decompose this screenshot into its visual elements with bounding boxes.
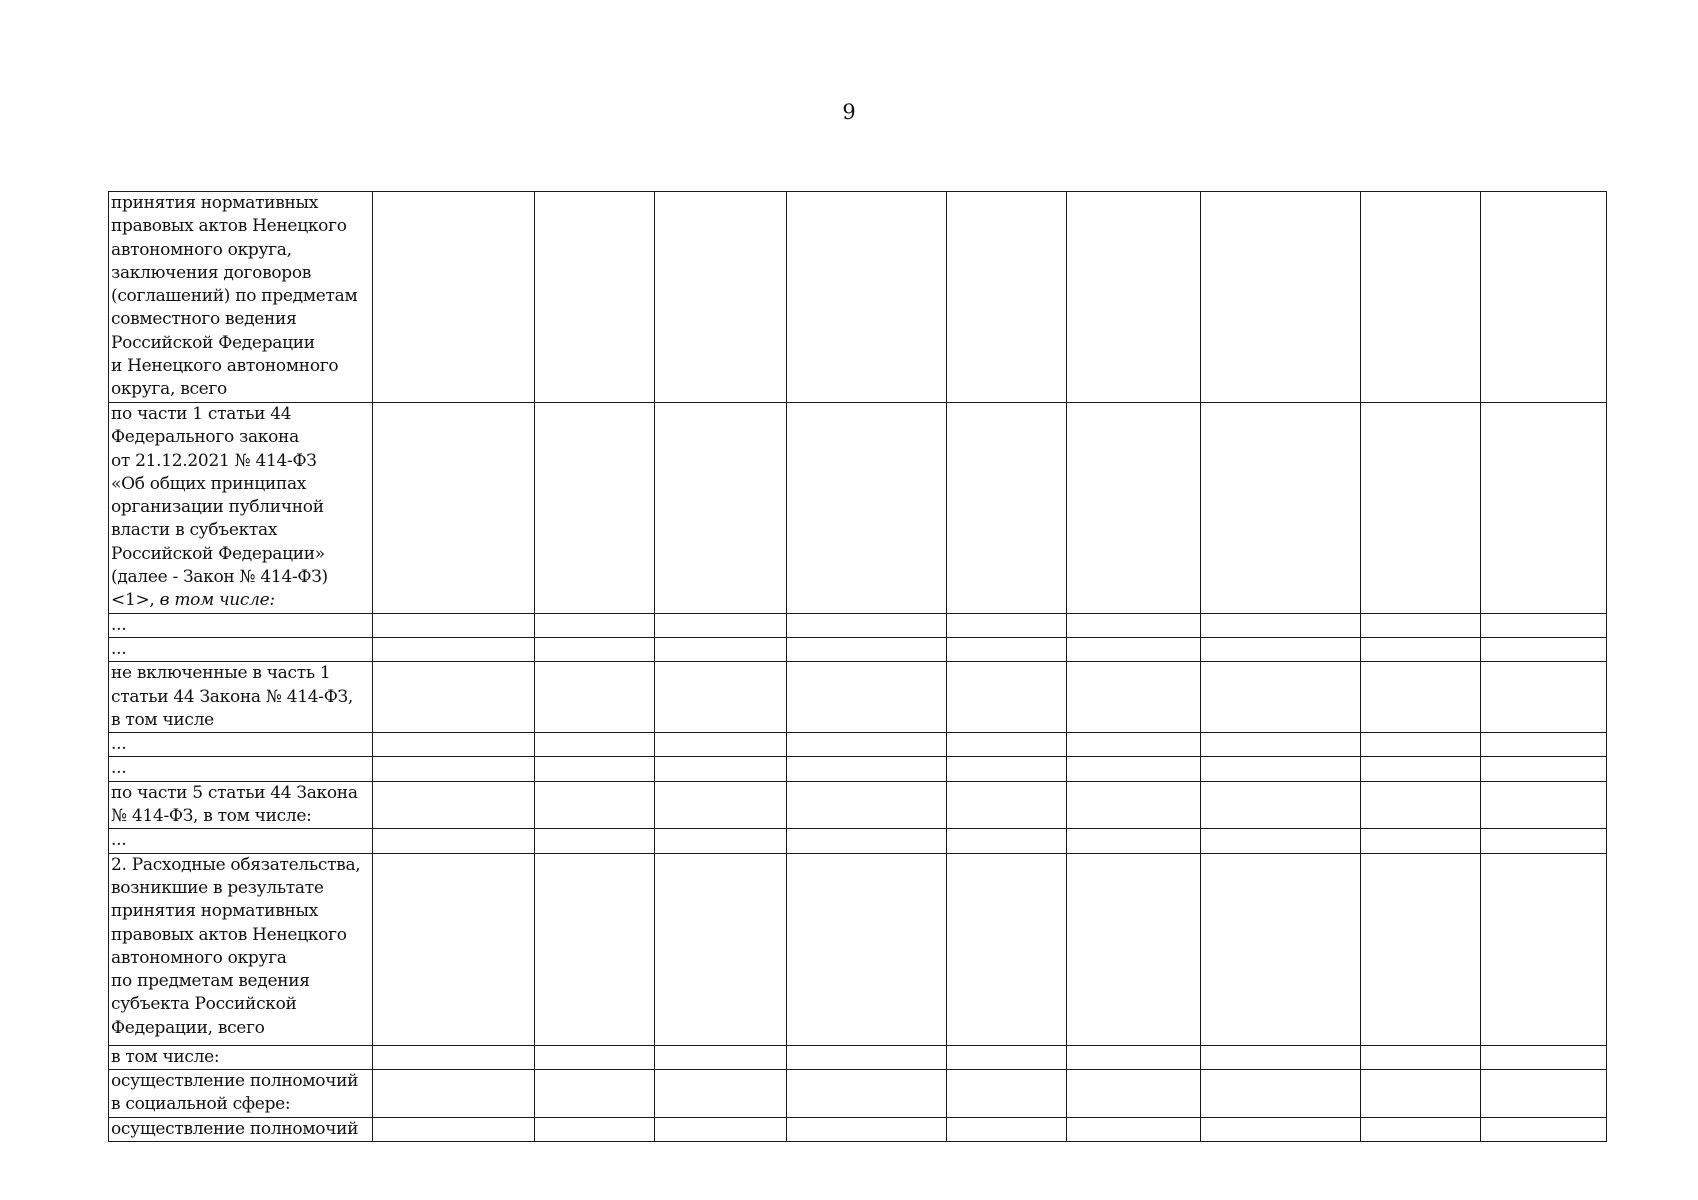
empty-cell bbox=[787, 781, 947, 829]
empty-cell bbox=[1361, 403, 1481, 614]
empty-cell bbox=[373, 757, 535, 781]
empty-cell bbox=[1067, 403, 1201, 614]
empty-cell bbox=[1361, 1069, 1481, 1117]
row-label: ... bbox=[111, 758, 127, 779]
empty-cell bbox=[1361, 853, 1481, 1045]
empty-cell bbox=[1067, 1117, 1201, 1141]
table-row bbox=[109, 637, 1607, 661]
empty-cell bbox=[1481, 757, 1607, 781]
empty-cell bbox=[535, 1045, 655, 1069]
empty-cell bbox=[787, 853, 947, 1045]
empty-cell bbox=[655, 1117, 787, 1141]
empty-cell bbox=[1201, 662, 1361, 733]
empty-cell bbox=[535, 733, 655, 757]
empty-cell bbox=[535, 637, 655, 661]
empty-cell bbox=[655, 613, 787, 637]
empty-cell bbox=[947, 1069, 1067, 1117]
empty-cell bbox=[1201, 1045, 1361, 1069]
row-label-cell bbox=[109, 1117, 373, 1141]
table-row bbox=[109, 1069, 1607, 1117]
empty-cell bbox=[1361, 192, 1481, 403]
empty-cell bbox=[1481, 781, 1607, 829]
empty-cell bbox=[655, 853, 787, 1045]
empty-cell bbox=[373, 403, 535, 614]
empty-cell bbox=[1481, 662, 1607, 733]
row-label: не включенные в часть 1 статьи 44 Закона № 414-ФЗ, в том числе bbox=[111, 663, 353, 730]
row-label: ... bbox=[111, 638, 127, 659]
empty-cell bbox=[947, 781, 1067, 829]
table-row bbox=[109, 1045, 1607, 1069]
empty-cell bbox=[655, 757, 787, 781]
row-label-cell bbox=[109, 757, 373, 781]
empty-cell bbox=[1481, 853, 1607, 1045]
empty-cell bbox=[947, 853, 1067, 1045]
row-label: по части 1 статьи 44 Федерального закона от 21.12.2021 № 414-ФЗ «Об общих принципах организации публичной власти в субъектах Российской Федерации» (далее - Закон № 414-ФЗ) <1>, bbox=[111, 404, 328, 611]
empty-cell bbox=[1067, 1069, 1201, 1117]
empty-cell bbox=[1481, 192, 1607, 403]
row-label-cell bbox=[109, 1069, 373, 1117]
empty-cell bbox=[1481, 1117, 1607, 1141]
empty-cell bbox=[1481, 403, 1607, 614]
empty-cell bbox=[535, 829, 655, 853]
empty-cell bbox=[787, 757, 947, 781]
table-row bbox=[109, 733, 1607, 757]
empty-cell bbox=[1067, 1045, 1201, 1069]
empty-cell bbox=[1361, 662, 1481, 733]
row-label-cell bbox=[109, 637, 373, 661]
empty-cell bbox=[535, 192, 655, 403]
empty-cell bbox=[1067, 853, 1201, 1045]
empty-cell bbox=[535, 613, 655, 637]
empty-cell bbox=[1201, 853, 1361, 1045]
empty-cell bbox=[787, 613, 947, 637]
empty-cell bbox=[1361, 733, 1481, 757]
empty-cell bbox=[655, 829, 787, 853]
table-row bbox=[109, 853, 1607, 1045]
empty-cell bbox=[373, 853, 535, 1045]
empty-cell bbox=[1201, 613, 1361, 637]
empty-cell bbox=[373, 192, 535, 403]
empty-cell bbox=[1201, 733, 1361, 757]
empty-cell bbox=[655, 1045, 787, 1069]
empty-cell bbox=[373, 613, 535, 637]
empty-cell bbox=[655, 662, 787, 733]
row-label-cell bbox=[109, 192, 373, 403]
empty-cell bbox=[1481, 733, 1607, 757]
empty-cell bbox=[1481, 1045, 1607, 1069]
empty-cell bbox=[655, 192, 787, 403]
empty-cell bbox=[1067, 781, 1201, 829]
empty-cell bbox=[373, 733, 535, 757]
empty-cell bbox=[655, 781, 787, 829]
page-number: 9 bbox=[842, 100, 856, 124]
row-label-cell bbox=[109, 829, 373, 853]
empty-cell bbox=[1361, 1117, 1481, 1141]
row-label-cell bbox=[109, 613, 373, 637]
empty-cell bbox=[1201, 403, 1361, 614]
empty-cell bbox=[1067, 662, 1201, 733]
row-label: 2. Расходные обязательства, возникшие в результате принятия нормативных правовых актов Ненецкого автономного округа по предметам ведения субъекта Российской Федерации, всего bbox=[111, 854, 361, 1038]
empty-cell bbox=[1201, 192, 1361, 403]
empty-cell bbox=[947, 829, 1067, 853]
table-row bbox=[109, 613, 1607, 637]
empty-cell bbox=[947, 757, 1067, 781]
empty-cell bbox=[947, 403, 1067, 614]
table-row bbox=[109, 757, 1607, 781]
empty-cell bbox=[655, 637, 787, 661]
empty-cell bbox=[947, 1117, 1067, 1141]
row-label-cell bbox=[109, 403, 373, 614]
row-label-cell bbox=[109, 853, 373, 1045]
empty-cell bbox=[373, 781, 535, 829]
empty-cell bbox=[1201, 781, 1361, 829]
empty-cell bbox=[947, 192, 1067, 403]
row-label: осуществление полномочий в социальной сфере: bbox=[111, 1070, 359, 1115]
table-row bbox=[109, 403, 1607, 614]
table-row bbox=[109, 781, 1607, 829]
empty-cell bbox=[373, 662, 535, 733]
empty-cell bbox=[1201, 637, 1361, 661]
empty-cell bbox=[535, 662, 655, 733]
empty-cell bbox=[535, 1117, 655, 1141]
empty-cell bbox=[535, 1069, 655, 1117]
empty-cell bbox=[947, 1045, 1067, 1069]
row-label: принятия нормативных правовых актов Ненецкого автономного округа, заключения договоров (соглашений) по предметам совместного ведения Российской Федерации и Ненецкого автономного округа, всего bbox=[111, 193, 358, 400]
empty-cell bbox=[1481, 1069, 1607, 1117]
empty-cell bbox=[787, 1117, 947, 1141]
empty-cell bbox=[1067, 733, 1201, 757]
empty-cell bbox=[787, 637, 947, 661]
empty-cell bbox=[655, 733, 787, 757]
empty-cell bbox=[1361, 829, 1481, 853]
empty-cell bbox=[1067, 637, 1201, 661]
empty-cell bbox=[787, 403, 947, 614]
expenditure-obligations-table bbox=[108, 191, 1607, 1142]
table-row bbox=[109, 1117, 1607, 1141]
empty-cell bbox=[535, 853, 655, 1045]
empty-cell bbox=[1067, 757, 1201, 781]
row-label: ... bbox=[111, 830, 127, 851]
row-label: осуществление полномочий bbox=[111, 1118, 359, 1139]
empty-cell bbox=[1201, 829, 1361, 853]
empty-cell bbox=[787, 662, 947, 733]
row-label: ... bbox=[111, 614, 127, 635]
empty-cell bbox=[373, 1069, 535, 1117]
row-label-cell bbox=[109, 733, 373, 757]
empty-cell bbox=[1361, 1045, 1481, 1069]
empty-cell bbox=[373, 1117, 535, 1141]
row-label-cell bbox=[109, 781, 373, 829]
empty-cell bbox=[947, 662, 1067, 733]
row-label-italic: в том числе: bbox=[159, 590, 275, 611]
empty-cell bbox=[1481, 613, 1607, 637]
empty-cell bbox=[535, 781, 655, 829]
empty-cell bbox=[947, 613, 1067, 637]
empty-cell bbox=[1481, 637, 1607, 661]
empty-cell bbox=[1361, 781, 1481, 829]
row-label-cell bbox=[109, 662, 373, 733]
table-row bbox=[109, 829, 1607, 853]
row-label: по части 5 статьи 44 Закона № 414-ФЗ, в том числе: bbox=[111, 782, 358, 827]
empty-cell bbox=[1361, 613, 1481, 637]
empty-cell bbox=[787, 192, 947, 403]
empty-cell bbox=[655, 403, 787, 614]
empty-cell bbox=[1067, 192, 1201, 403]
empty-cell bbox=[1481, 829, 1607, 853]
row-label: ... bbox=[111, 734, 127, 755]
empty-cell bbox=[1361, 757, 1481, 781]
row-label-cell bbox=[109, 1045, 373, 1069]
table-row bbox=[109, 192, 1607, 403]
empty-cell bbox=[787, 733, 947, 757]
empty-cell bbox=[535, 757, 655, 781]
empty-cell bbox=[947, 733, 1067, 757]
empty-cell bbox=[1201, 1069, 1361, 1117]
row-label: в том числе: bbox=[111, 1046, 220, 1067]
empty-cell bbox=[655, 1069, 787, 1117]
empty-cell bbox=[787, 1069, 947, 1117]
empty-cell bbox=[373, 829, 535, 853]
empty-cell bbox=[1067, 613, 1201, 637]
empty-cell bbox=[373, 1045, 535, 1069]
table-row bbox=[109, 662, 1607, 733]
empty-cell bbox=[535, 403, 655, 614]
empty-cell bbox=[1201, 757, 1361, 781]
empty-cell bbox=[1201, 1117, 1361, 1141]
empty-cell bbox=[787, 1045, 947, 1069]
empty-cell bbox=[373, 637, 535, 661]
empty-cell bbox=[1361, 637, 1481, 661]
empty-cell bbox=[1067, 829, 1201, 853]
empty-cell bbox=[947, 637, 1067, 661]
empty-cell bbox=[787, 829, 947, 853]
